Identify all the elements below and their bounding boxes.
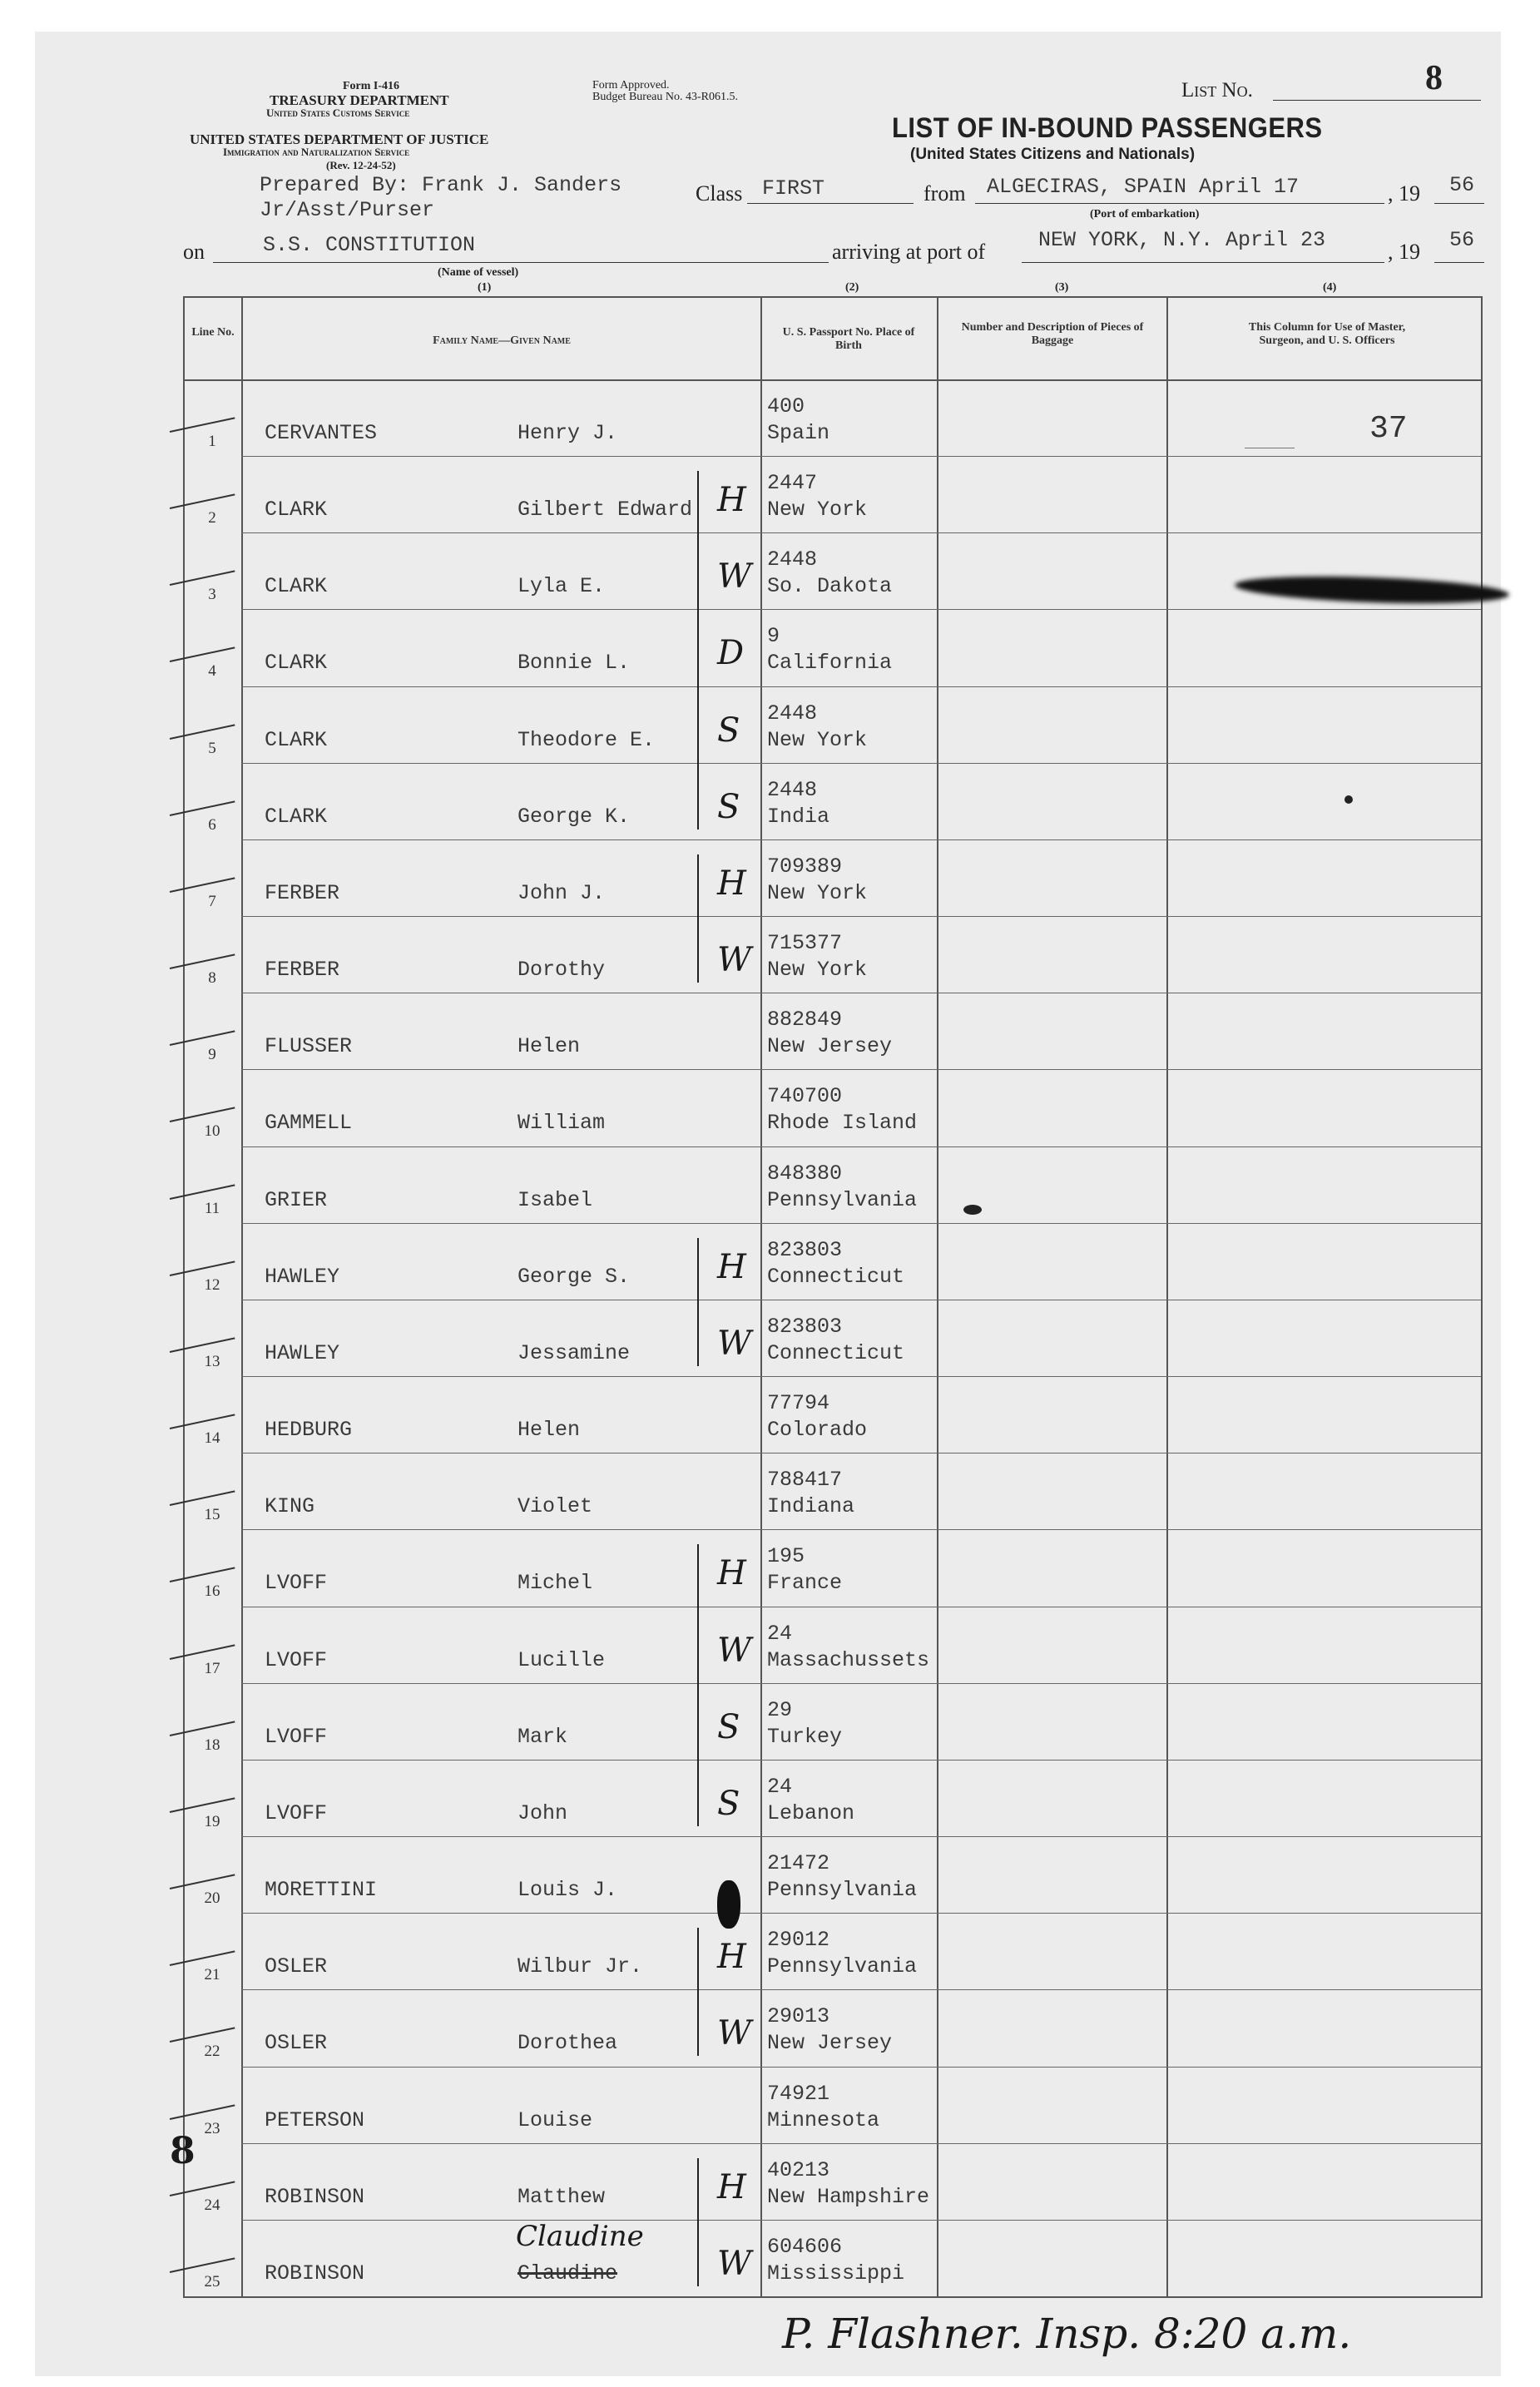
year-prefix-1: , 19	[1388, 181, 1420, 206]
passenger-given-name: Matthew	[517, 2184, 606, 2209]
relationship-mark: W	[717, 1324, 752, 1363]
relationship-mark: H	[717, 1938, 746, 1977]
row-line-number: 22	[204, 2043, 220, 2061]
row-line-number: 13	[204, 1352, 220, 1370]
col-number-4: (4)	[1323, 281, 1337, 294]
passenger-family-name: MORETTINI	[265, 1878, 378, 1903]
passport-number: 77794	[767, 1391, 830, 1416]
place-of-birth: Lebanon	[767, 1800, 855, 1825]
passport-number: 604606	[767, 2234, 843, 2259]
port-embarkation-label: (Port of embarkation)	[1090, 208, 1200, 220]
place-of-birth: Minnesota	[767, 2107, 880, 2132]
place-of-birth: Pennsylvania	[767, 1878, 918, 1903]
row-divider	[241, 2143, 1481, 2144]
place-of-birth: New York	[767, 727, 868, 752]
row-line-number: 15	[204, 1506, 220, 1524]
immigration-service: Immigration and Naturalization Service	[223, 146, 410, 158]
passenger-family-name: LVOFF	[265, 1571, 328, 1596]
relationship-mark: S	[717, 1784, 740, 1823]
passenger-family-name: FLUSSER	[265, 1034, 353, 1059]
relationship-mark: S	[717, 787, 740, 826]
place-of-birth: Colorado	[767, 1418, 868, 1443]
passport-number: 24	[767, 1774, 793, 1799]
arrival-underline	[1022, 262, 1384, 263]
row-line-number: 9	[208, 1046, 216, 1064]
passenger-given-name: John	[517, 1800, 568, 1825]
row-divider	[241, 1913, 1481, 1914]
passenger-family-name: LVOFF	[265, 1647, 328, 1672]
passenger-family-name: OSLER	[265, 2031, 328, 2056]
passenger-given-name: Bonnie L.	[517, 651, 631, 676]
row-line-number: 5	[208, 739, 216, 757]
treasury-department: TREASURY DEPARTMENT	[270, 92, 449, 108]
row-line-number: 24	[204, 2196, 220, 2214]
row-line-number: 25	[204, 2272, 220, 2290]
row-divider	[241, 1376, 1481, 1377]
place-of-birth: Turkey	[767, 1724, 843, 1749]
passport-number: 195	[767, 1544, 805, 1569]
place-of-birth: Mississippi	[767, 2261, 905, 2285]
passenger-given-name: Henry J.	[517, 421, 618, 445]
passport-number: 882849	[767, 1008, 843, 1033]
place-of-birth: Connecticut	[767, 1264, 905, 1289]
place-of-birth: Pennsylvania	[767, 1954, 918, 1979]
row-line-number: 1	[208, 433, 216, 450]
row-divider	[241, 532, 1481, 533]
row-divider	[241, 1836, 1481, 1837]
passport-number: 848380	[767, 1161, 843, 1186]
passenger-given-name: Dorothy	[517, 958, 606, 983]
family-bracket	[697, 1238, 699, 1366]
family-bracket	[697, 1544, 699, 1825]
relationship-mark: H	[717, 864, 746, 903]
place-of-birth: Spain	[767, 421, 830, 445]
vessel-underline	[213, 262, 829, 263]
relationship-mark: W	[717, 941, 752, 980]
passenger-given-name: Helen	[517, 1034, 581, 1059]
form-approved: Form Approved.	[592, 79, 670, 92]
passenger-family-name: LVOFF	[265, 1800, 328, 1825]
row-divider	[241, 1069, 1481, 1070]
header-officers: This Column for Use of Master, Surgeon, and U. S. Officers	[1248, 321, 1406, 347]
row-line-number: 6	[208, 815, 216, 834]
prepared-by: Prepared By: Frank J. Sanders	[260, 173, 622, 197]
row-line-number: 7	[208, 892, 216, 910]
row-line-number: 19	[204, 1812, 220, 1830]
year-value-2: 56	[1449, 228, 1475, 252]
row-divider	[241, 2067, 1481, 2068]
place-of-birth: India	[767, 804, 830, 829]
place-of-birth: Connecticut	[767, 1340, 905, 1365]
row-line-number: 20	[204, 1889, 220, 1908]
row-divider	[241, 686, 1481, 687]
passenger-given-name: Isabel	[517, 1187, 593, 1212]
ink-mark	[963, 1205, 982, 1215]
row-divider	[241, 763, 1481, 764]
list-no-underline	[1273, 100, 1481, 101]
prepared-title: Jr/Asst/Purser	[260, 198, 435, 222]
passenger-family-name: CLARK	[265, 498, 328, 522]
row-divider	[241, 1146, 1481, 1147]
row-line-number: 14	[204, 1429, 220, 1448]
row-line-number: 4	[208, 662, 216, 681]
header-baggage: Number and Description of Pieces of Baggage	[961, 321, 1144, 347]
passenger-given-name: William	[517, 1111, 606, 1136]
row-divider	[241, 839, 1481, 840]
passenger-family-name: HEDBURG	[265, 1418, 353, 1443]
passport-number: 823803	[767, 1237, 843, 1262]
passenger-given-name: Gilbert Edward	[517, 498, 693, 522]
relationship-mark: S	[717, 1707, 740, 1746]
row-line-number: 8	[208, 969, 216, 988]
passport-number: 21472	[767, 1851, 830, 1876]
passenger-family-name: HAWLEY	[265, 1340, 340, 1365]
passenger-family-name: ROBINSON	[265, 2184, 365, 2209]
row-divider	[241, 2220, 1481, 2221]
passenger-given-name: Jessamine	[517, 1340, 631, 1365]
family-bracket	[697, 471, 699, 830]
passenger-given-name: Lyla E.	[517, 574, 606, 599]
inspector-signature: P. Flashner. Insp. 8:20 a.m.	[782, 2310, 1352, 2358]
relationship-mark: H	[717, 481, 746, 520]
place-of-birth: New York	[767, 498, 868, 522]
passenger-family-name: GAMMELL	[265, 1111, 353, 1136]
passenger-family-name: CLARK	[265, 651, 328, 676]
class-underline	[747, 203, 914, 204]
row-line-number: 12	[204, 1275, 220, 1294]
year-prefix-2: , 19	[1388, 240, 1420, 264]
passenger-family-name: KING	[265, 1494, 315, 1519]
passenger-given-name: Mark	[517, 1724, 568, 1749]
ink-mark	[1344, 795, 1353, 804]
passport-number: 9	[767, 624, 780, 649]
relationship-mark: W	[717, 557, 752, 597]
table-header-bottom	[183, 379, 1483, 381]
place-of-birth: New Jersey	[767, 2031, 893, 2056]
page-subtitle: (United States Citizens and Nationals)	[910, 146, 1196, 163]
margin-number: 8	[170, 2130, 196, 2172]
passenger-family-name: ROBINSON	[265, 2261, 365, 2285]
from-label: from	[924, 181, 966, 206]
form-revision: (Rev. 12-24-52)	[326, 159, 396, 171]
passport-number: 2448	[767, 777, 818, 802]
passenger-family-name: GRIER	[265, 1187, 328, 1212]
row-divider	[241, 1989, 1481, 1990]
row-line-number: 23	[204, 2119, 220, 2137]
list-no-label: List No.	[1181, 79, 1253, 102]
relationship-mark: W	[717, 2244, 752, 2283]
relationship-mark: H	[717, 2167, 746, 2206]
passport-number: 29	[767, 1697, 793, 1722]
relationship-mark: S	[717, 711, 740, 750]
row-line-number: 18	[204, 1736, 220, 1754]
row-line-number: 3	[208, 586, 216, 604]
justice-department: UNITED STATES DEPARTMENT OF JUSTICE	[190, 131, 489, 147]
vessel-label: (Name of vessel)	[438, 266, 519, 279]
customs-service: United States Customs Service	[266, 106, 410, 119]
row-divider	[241, 1223, 1481, 1224]
place-of-birth: New York	[767, 958, 868, 983]
place-of-birth: Pennsylvania	[767, 1187, 918, 1212]
col-number-1: (1)	[478, 281, 492, 294]
passenger-family-name: CLARK	[265, 804, 328, 829]
row-divider	[241, 1529, 1481, 1530]
place-of-birth: New York	[767, 880, 868, 905]
relationship-mark: D	[717, 634, 745, 673]
passenger-family-name: HAWLEY	[265, 1264, 340, 1289]
row-line-number: 2	[208, 509, 216, 527]
place-of-birth: France	[767, 1571, 843, 1596]
row-line-number: 16	[204, 1582, 220, 1601]
place-of-birth: Indiana	[767, 1494, 855, 1519]
passenger-given-name: Michel	[517, 1571, 593, 1596]
name-divider	[760, 296, 762, 2298]
passport-number: 40213	[767, 2157, 830, 2182]
passport-number: 715377	[767, 931, 843, 956]
passport-divider	[937, 296, 938, 2298]
relationship-mark: W	[717, 1631, 752, 1670]
passport-number: 29012	[767, 1928, 830, 1953]
passenger-given-name: Violet	[517, 1494, 593, 1519]
row-line-number: 17	[204, 1659, 220, 1677]
arriving-label: arriving at port of	[832, 240, 986, 264]
year-value-1: 56	[1449, 173, 1475, 197]
passport-number: 400	[767, 394, 805, 418]
budget-bureau: Budget Bureau No. 43-R061.5.	[592, 91, 738, 103]
relationship-mark: W	[717, 2014, 752, 2053]
passenger-given-name: George S.	[517, 1264, 631, 1289]
passenger-given-name: Louis J.	[517, 1878, 618, 1903]
form-number: Form I-416	[343, 80, 400, 92]
passport-number: 2448	[767, 701, 818, 726]
ink-blot	[717, 1880, 740, 1929]
row-divider	[241, 609, 1481, 610]
row-line-number: 10	[204, 1122, 220, 1141]
place-of-birth: Rhode Island	[767, 1111, 918, 1136]
row-line-number: 11	[204, 1199, 220, 1217]
place-of-birth: California	[767, 651, 893, 676]
header-name: Family Name—Given Name	[433, 334, 571, 347]
passenger-given-name: Claudine	[517, 2261, 618, 2285]
passport-number: 2448	[767, 547, 818, 572]
family-bracket	[697, 854, 699, 983]
arrival-port: NEW YORK, N.Y. April 23	[1038, 228, 1326, 252]
passenger-family-name: CLARK	[265, 574, 328, 599]
class-label: Class	[696, 181, 743, 206]
place-of-birth: Massachussets	[767, 1647, 930, 1672]
place-of-birth: New Jersey	[767, 1034, 893, 1059]
passenger-family-name: OSLER	[265, 1954, 328, 1979]
family-bracket	[697, 1928, 699, 2056]
col-number-3: (3)	[1055, 281, 1069, 294]
passport-number: 788417	[767, 1468, 843, 1493]
passenger-given-name: Helen	[517, 1418, 581, 1443]
passenger-given-name: Theodore E.	[517, 727, 656, 752]
line-no-divider	[241, 296, 243, 2298]
passenger-family-name: CLARK	[265, 727, 328, 752]
place-of-birth: New Hampshire	[767, 2184, 930, 2209]
header-passport: U. S. Passport No. Place of Birth	[782, 326, 915, 352]
passenger-family-name: FERBER	[265, 880, 340, 905]
row-divider	[241, 456, 1481, 457]
officer-count: 37	[1369, 411, 1408, 447]
year-underline-2	[1434, 262, 1484, 263]
on-label: on	[183, 240, 205, 264]
row-divider	[241, 1760, 1481, 1761]
passenger-family-name: LVOFF	[265, 1724, 328, 1749]
passport-number: 740700	[767, 1084, 843, 1109]
passenger-given-name: John J.	[517, 880, 606, 905]
page-title: LIST OF IN-BOUND PASSENGERS	[892, 111, 1323, 144]
from-value: ALGECIRAS, SPAIN April 17	[987, 175, 1300, 199]
vessel-name: S.S. CONSTITUTION	[263, 233, 476, 257]
from-underline	[975, 203, 1384, 204]
passport-number: 74921	[767, 2081, 830, 2106]
passenger-given-name: Lucille	[517, 1647, 606, 1672]
row-divider	[241, 1683, 1481, 1684]
table-bottom-border	[183, 2296, 1483, 2298]
table-top-border	[183, 296, 1483, 298]
passenger-given-name: Louise	[517, 2107, 593, 2132]
passenger-family-name: FERBER	[265, 958, 340, 983]
passport-number: 2447	[767, 471, 818, 496]
passenger-given-name: George K.	[517, 804, 631, 829]
row25-handwritten-name: Claudine	[516, 2220, 644, 2253]
place-of-birth: So. Dakota	[767, 574, 893, 599]
relationship-mark: H	[717, 1554, 746, 1593]
passenger-given-name: Dorothea	[517, 2031, 618, 2056]
passport-number: 709389	[767, 854, 843, 879]
row-divider	[241, 916, 1481, 917]
passenger-family-name: PETERSON	[265, 2107, 365, 2132]
passenger-given-name: Wilbur Jr.	[517, 1954, 643, 1979]
header-line-no: Line No.	[191, 326, 235, 339]
col-number-2: (2)	[845, 281, 859, 294]
passenger-family-name: CERVANTES	[265, 421, 378, 445]
passport-number: 823803	[767, 1314, 843, 1339]
year-underline-1	[1434, 203, 1484, 204]
passport-number: 24	[767, 1621, 793, 1646]
baggage-divider	[1166, 296, 1168, 2298]
row-line-number: 21	[204, 1966, 220, 1984]
list-no-value: 8	[1425, 59, 1443, 97]
passport-number: 29013	[767, 2004, 830, 2029]
relationship-mark: H	[717, 1247, 746, 1286]
class-value: FIRST	[762, 176, 825, 201]
family-bracket	[697, 2158, 699, 2286]
